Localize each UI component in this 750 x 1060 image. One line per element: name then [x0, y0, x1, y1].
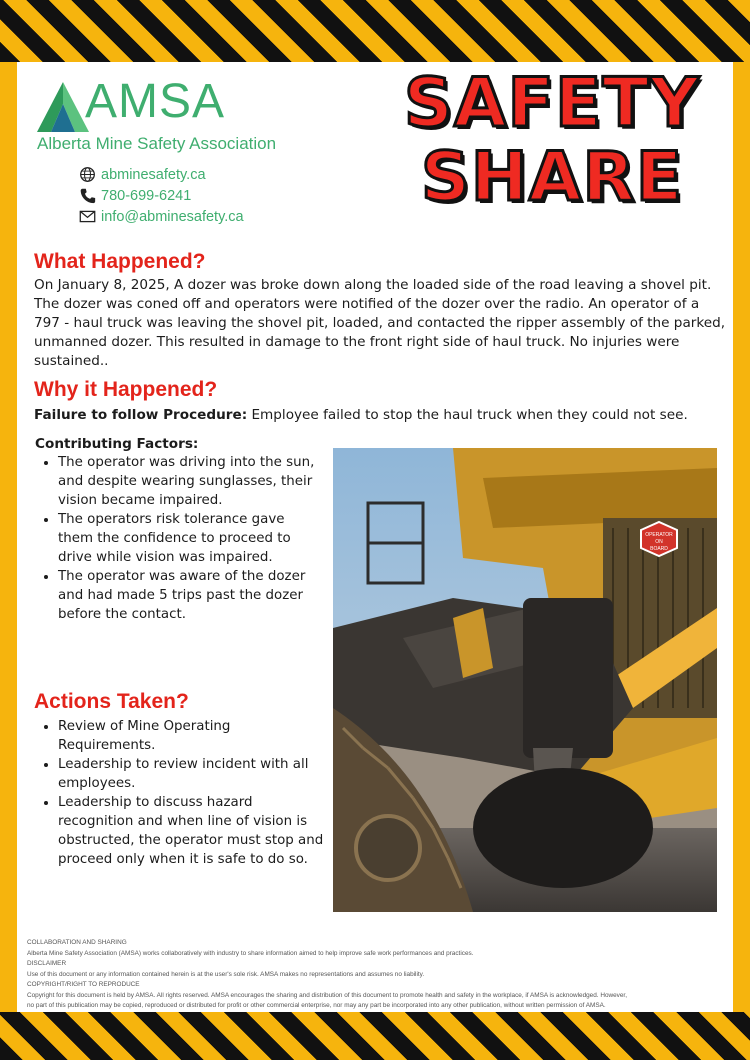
cause-text: Employee failed to stop the haul truck when they could not see. [247, 407, 688, 423]
footer-line: DISCLAIMER [27, 960, 67, 967]
footer-line: COLLABORATION AND SHARING [27, 939, 127, 946]
list-item: • The operators risk tolerance gave them the confidence to proceed to drive while vision was impaired. [58, 510, 316, 567]
footer-line: no part of this publication may be copied, reproduced or distributed for profit or other commercial enterprise, nor may any part be incorporated into any other publication, without written permission of AMSA. [27, 1002, 606, 1009]
website-row[interactable] [79, 164, 244, 185]
globe-icon [79, 166, 96, 183]
list-item: • The operator was aware of the dozer and had made 5 trips past the dozer before the contact. [58, 567, 316, 624]
contributing-factors-list [35, 453, 316, 624]
phone-number[interactable]: 780-699-6241 [101, 187, 192, 204]
logo-wordmark: AMSA [85, 75, 226, 128]
email-link[interactable]: info@abminesafety.ca [101, 208, 244, 225]
list-item: • The operator was driving into the sun, and despite wearing sunglasses, their vision became impaired. [58, 453, 316, 510]
incident-photo [333, 448, 717, 912]
title-line-1: SAFETY [403, 64, 701, 143]
phone-row[interactable] [79, 185, 244, 206]
email-row[interactable] [79, 206, 244, 227]
contact-info [79, 164, 244, 227]
why-happened-heading: Why it Happened? [34, 378, 218, 401]
actions-taken-list [35, 717, 328, 869]
footer-disclaimer [27, 938, 727, 1012]
footer-line: Copyright for this document is held by AMSA. All rights reserved. AMSA encourages the sharing and distribution of this document to promote health and safety in the workplace, if AMSA is acknowledged. However, [27, 991, 627, 999]
list-item: • Leadership to review incident with all employees. [58, 755, 328, 793]
what-happened-heading: What Happened? [34, 250, 206, 273]
website-link[interactable]: abminesafety.ca [101, 166, 206, 183]
contributing-factors-heading: Contributing Factors: [35, 436, 199, 452]
mail-icon [79, 208, 96, 225]
safety-share-title [402, 64, 702, 217]
title-line-2: SHARE [420, 138, 684, 217]
footer-line: COPYRIGHT/RIGHT TO REPRODUCE [27, 981, 140, 988]
phone-icon [79, 187, 96, 204]
amsa-logo [37, 75, 307, 160]
safety-share-panel [17, 62, 733, 1012]
sign-text-1: OPERATOR [645, 532, 673, 538]
cause-label: Failure to follow Procedure: [34, 407, 248, 423]
amsa-logo-mark [37, 82, 89, 132]
list-item: • Review of Mine Operating Requirements. [58, 717, 328, 755]
why-happened-body [34, 406, 726, 425]
list-item: • Leadership to discuss hazard recognition and when line of vision is obstructed, the operator must stop and proceed only when it is safe to do so. [58, 793, 328, 869]
sign-text-2: ON [655, 539, 663, 545]
logo-subtitle: Alberta Mine Safety Association [37, 134, 277, 153]
footer-line: Alberta Mine Safety Association (AMSA) works collaboratively with industry to share information aimed to help improve safe work performances and practices. [27, 949, 474, 957]
sign-text-3: BOARD [650, 546, 668, 552]
footer-line: Use of this document or any information contained herein is at the user's sole risk. AMSA makes no representations and assumes no liability. [27, 970, 425, 978]
what-happened-body: On January 8, 2025, A dozer was broke down along the loaded side of the road leaving a shovel pit. The dozer was coned off and operators were notified of the dozer over the radio. An operator of a 797 - haul truck was leaving the shovel pit, loaded, and contacted the ripper assembly of the parked, unmanned dozer. This resulted in damage to the front right side of haul truck. No injuries were sustained.. [34, 277, 726, 369]
actions-taken-heading: Actions Taken? [34, 690, 189, 713]
